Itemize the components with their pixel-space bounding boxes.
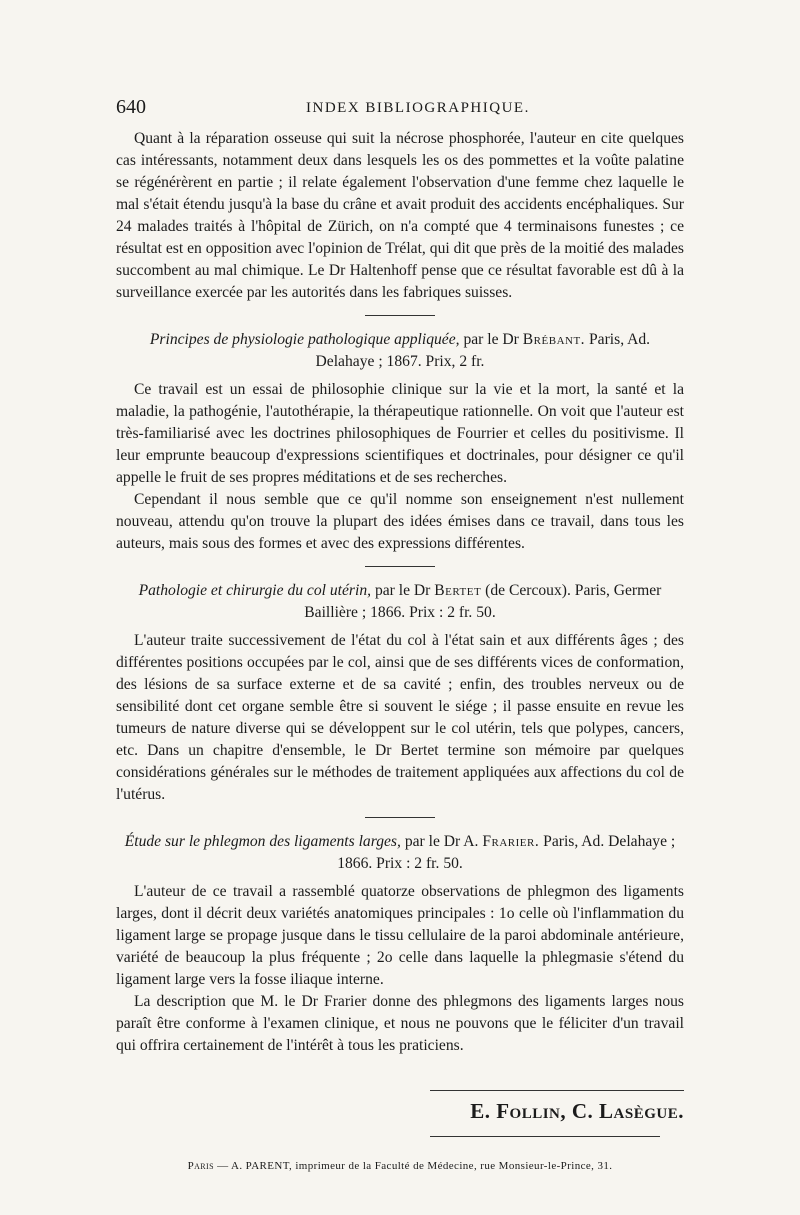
imprint-city: Paris bbox=[187, 1160, 214, 1172]
main-text bbox=[116, 128, 684, 1057]
printer-imprint bbox=[116, 1160, 684, 1172]
running-title: INDEX BIBLIOGRAPHIQUE. bbox=[306, 100, 530, 116]
entry-paragraph: L'auteur de ce travail a rassemblé quatorze observations de phlegmon des ligaments larges, dont il décrit deux variétés anatomiques principales : 1o celle où l'inflammation du ligament large se propage jusque dans le tissu cellulaire de la paroi abdominale antérieure, variété de beaucoup la plus fréquente ; 2o celle dans laquelle la phlegmasie s'étend du ligament large vers la fosse iliaque interne. bbox=[116, 883, 684, 988]
entry-citation bbox=[116, 329, 684, 373]
entry-paragraph: Ce travail est un essai de philosophie clinique sur la vie et la mort, la santé et la maladie, la pathogénie, l'autothérapie, la thérapeutique rationnelle. On voit que l'auteur est très-familiarisé avec les doctrines philosophiques de Fourrier et celles du positivisme. Il leur emprunte beaucoup d'expressions scientifiques et doctrinales, pour désigner ce qu'il appelle le fruit de ses propres méditations et de ses recherches. bbox=[116, 381, 684, 486]
entry-citation bbox=[116, 580, 684, 624]
entry-paragraph: La description que M. le Dr Frarier donne des phlegmons des ligaments larges nous paraît être conforme à l'examen clinique, et nous ne pouvons que le féliciter d'un travail qui offrira certainement de l'intérêt à tous les praticiens. bbox=[116, 993, 684, 1054]
entry-paragraph: Cependant il nous semble que ce qu'il nomme son enseignement n'est nullement nouveau, attendu qu'on trouve la plupart des idées émises dans ce travail, dans tous les auteurs, mais sous des formes et avec des expressions différentes. bbox=[116, 491, 684, 552]
entry-citation bbox=[116, 831, 684, 875]
by-line: par le Dr bbox=[374, 582, 431, 599]
author-name: Bertet bbox=[434, 582, 482, 599]
page-header bbox=[116, 96, 684, 122]
bibliographic-entry bbox=[116, 831, 684, 1057]
bibliographic-entry bbox=[116, 580, 684, 806]
signature-rule-top bbox=[430, 1090, 684, 1091]
publication-info: Paris, Ad. Delahaye ; 1867. Prix, 2 fr. bbox=[315, 331, 651, 370]
work-title: Étude sur le phlegmon des ligaments larges, bbox=[124, 833, 401, 850]
signature-rule-bottom bbox=[430, 1136, 660, 1137]
work-title: Principes de physiologie pathologique appliquée, bbox=[149, 331, 460, 348]
work-title: Pathologie et chirurgie du col utérin, bbox=[138, 582, 372, 599]
section-divider bbox=[365, 566, 435, 567]
intro-paragraph: Quant à la réparation osseuse qui suit la nécrose phosphorée, l'auteur en cite quelques cas intéressants, notamment deux dans lesquels les os des pommettes et la voûte palatine se régénérèrent en partie ; il relate également l'observation d'une femme chez laquelle le mal s'était étendu jusqu'à la base du crâne et avait produit des accidents encéphaliques. Sur 24 malades traités à l'hôpital de Zürich, on n'a compté que 4 terminaisons funestes ; ce résultat est en opposition avec l'opinion de Trélat, qui dit que près de la moitié des malades succombent au mal chimique. Le Dr Haltenhoff pense que ce résultat favorable est dû à la surveillance exercée par les autorités dans les fabriques suisses. bbox=[116, 130, 684, 301]
by-line: par le Dr bbox=[463, 331, 519, 348]
page-number: 640 bbox=[116, 96, 146, 118]
by-line: par le Dr A. bbox=[404, 833, 479, 850]
bibliographic-entry bbox=[116, 329, 684, 555]
entry-paragraph: L'auteur traite successivement de l'état du col à l'état sain et aux différents âges ; des différentes positions occupées par le col, ainsi que de ses différents vices de conformation, des lésions de sa surface externe et de sa cavité ; enfin, des troubles nerveux ou de sensibilité dont cet organe semble être si souvent le siége ; il passe ensuite en revue les tumeurs de nature diverse qui se développent sur le col utérin, tels que polypes, cancers, etc. Dans un chapitre d'ensemble, le Dr Bertet termine son mémoire par quelques considérations générales sur le méthodes de traitement appliquées aux affections du col de l'utérus. bbox=[116, 632, 684, 803]
author-name: Frarier. bbox=[482, 833, 540, 850]
section-divider bbox=[365, 817, 435, 818]
publication-info: (de Cercoux). Paris, Germer Baillière ; 1866. Prix : 2 fr. 50. bbox=[304, 582, 662, 621]
publication-info: Paris, Ad. Delahaye ; 1866. Prix : 2 fr. 50. bbox=[337, 833, 676, 872]
author-name: Brébant. bbox=[522, 331, 586, 348]
imprint-text: — A. PARENT, imprimeur de la Faculté de Médecine, rue Monsieur-le-Prince, 31. bbox=[217, 1160, 613, 1172]
signature: E. Follin, C. Lasègue. bbox=[470, 1099, 684, 1123]
section-divider bbox=[365, 315, 435, 316]
